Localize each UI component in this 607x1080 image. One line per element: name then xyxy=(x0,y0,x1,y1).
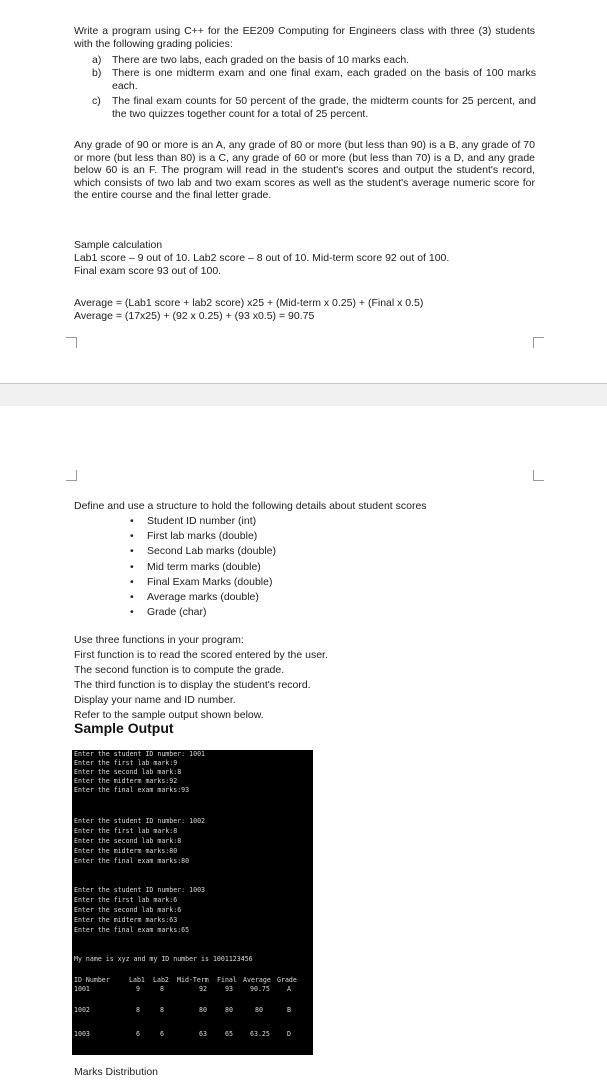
console-line: Enter the final exam marks:80 xyxy=(74,857,190,865)
console-line: Enter the second lab mark:8 xyxy=(74,837,182,845)
table-cell: 80 xyxy=(255,1006,263,1014)
console-name-line: My name is xyz and my ID number is 1001123456 xyxy=(74,955,253,963)
table-cell: 92 xyxy=(199,985,207,993)
table-header-cell: Lab2 xyxy=(153,976,169,984)
table-cell: 93 xyxy=(225,985,233,993)
structure-intro: Define and use a structure to hold the following details about student scores xyxy=(74,500,427,512)
console-line: Enter the first lab mark:6 xyxy=(74,896,178,904)
console-output xyxy=(72,750,313,1055)
marks-distribution-heading: Marks Distribution xyxy=(74,1066,159,1078)
sample-calc-heading: Sample calculation xyxy=(74,239,163,251)
table-cell: 90.75 xyxy=(250,985,270,993)
page-corner-mark xyxy=(533,470,544,481)
policy-item-b xyxy=(92,67,536,92)
policy-label: a) xyxy=(92,54,102,66)
list-item: • Grade (char) xyxy=(130,605,276,620)
table-header-cell: ID Number xyxy=(74,976,110,984)
table-cell: 6 xyxy=(136,1030,140,1038)
sample-calc-line-1: Lab1 score – 9 out of 10. Lab2 score – 8 out of 10. Mid-term score 92 out of 100. xyxy=(74,252,450,264)
table-header-cell: Final xyxy=(217,976,237,984)
console-line: Enter the midterm marks:92 xyxy=(74,777,178,785)
sample-calc-line-2: Final exam score 93 out of 100. xyxy=(74,265,222,277)
table-cell: 8 xyxy=(160,985,164,993)
table-cell: 65 xyxy=(225,1030,233,1038)
table-cell: B xyxy=(287,1006,291,1014)
page-corner-mark xyxy=(533,337,544,348)
policy-item-a xyxy=(92,54,536,67)
console-line: Enter the midterm marks:63 xyxy=(74,916,178,924)
list-item: • Second Lab marks (double) xyxy=(130,544,276,559)
policy-label: b) xyxy=(92,67,102,79)
page-corner-mark xyxy=(66,337,77,348)
policy-label: c) xyxy=(92,95,101,107)
list-item: • Average marks (double) xyxy=(130,590,276,605)
table-cell: 63 xyxy=(199,1030,207,1038)
table-cell: A xyxy=(287,985,291,993)
console-line: Enter the second lab mark:8 xyxy=(74,768,182,776)
table-cell: 8 xyxy=(160,1006,164,1014)
table-header-cell: Grade xyxy=(277,976,297,984)
console-line: Enter the first lab mark:8 xyxy=(74,827,178,835)
console-line: Enter the second lab mark:6 xyxy=(74,906,182,914)
average-formula: Average = (Lab1 score + lab2 score) x25 + (Mid-term x 0.25) + (Final x 0.5) xyxy=(74,297,424,309)
list-item: • Final Exam Marks (double) xyxy=(130,575,276,590)
list-item: • First lab marks (double) xyxy=(130,529,276,544)
console-line: Enter the first lab mark:9 xyxy=(74,759,178,767)
table-cell: 1001 xyxy=(74,985,90,993)
console-line: Enter the student ID number: 1003 xyxy=(74,886,206,894)
average-calculation: Average = (17x25) + (92 x 0.25) + (93 x0.5) = 90.75 xyxy=(74,310,315,322)
table-cell: 6 xyxy=(160,1030,164,1038)
table-header-cell: Average xyxy=(243,976,271,984)
table-header-cell: Mid-Term xyxy=(177,976,209,984)
page-corner-mark xyxy=(66,470,77,481)
grading-paragraph: Any grade of 90 or more is an A, any grade of 80 or more (but less than 90) is a B, any grade of 70 or more (but less than 80) is a C, any grade of 60 or more (but less than 70) is a D, and any grade below 60 is an F. The program will read in the student's scores and output the student's record, which consists of two lab and two exam scores as well as the student's average numeric score for the entire course and the final letter grade. xyxy=(74,139,535,202)
page-separator xyxy=(0,383,607,407)
list-item: • Mid term marks (double) xyxy=(130,560,276,575)
functions-line: First function is to read the scored entered by the user. xyxy=(74,649,328,661)
console-line: Enter the final exam marks:93 xyxy=(74,786,190,794)
policy-text: There are two labs, each graded on the basis of 10 marks each. xyxy=(112,54,410,66)
intro-paragraph: Write a program using C++ for the EE209 Computing for Engineers class with three (3) students with the following grading policies: xyxy=(74,25,535,50)
functions-line: The third function is to display the student's record. xyxy=(74,679,311,691)
table-header-cell: Lab1 xyxy=(129,976,145,984)
functions-line: Refer to the sample output shown below. xyxy=(74,709,264,721)
table-cell: 1003 xyxy=(74,1030,90,1038)
document-page-1 xyxy=(0,0,607,383)
policy-text: There is one midterm exam and one final exam, each graded on the basis of 100 marks each. xyxy=(112,67,536,92)
table-cell: 80 xyxy=(199,1006,207,1014)
console-line: Enter the midterm marks:80 xyxy=(74,847,178,855)
table-cell: 9 xyxy=(136,985,140,993)
functions-line: The second function is to compute the grade. xyxy=(74,664,285,676)
policy-item-c xyxy=(92,95,536,120)
table-cell: 1002 xyxy=(74,1006,90,1014)
table-cell: D xyxy=(287,1030,291,1038)
structure-field-list xyxy=(130,514,276,620)
list-item: • Student ID number (int) xyxy=(130,514,276,529)
console-line: Enter the student ID number: 1001 xyxy=(74,750,206,758)
policy-text: The final exam counts for 50 percent of the grade, the midterm counts for 25 percent, and the two quizzes together count for a total of 25 percent. xyxy=(112,95,536,120)
functions-line: Display your name and ID number. xyxy=(74,694,236,706)
console-line: Enter the final exam marks:65 xyxy=(74,926,190,934)
table-cell: 63.25 xyxy=(250,1030,270,1038)
functions-line: Use three functions in your program: xyxy=(74,634,244,646)
console-line: Enter the student ID number: 1002 xyxy=(74,817,206,825)
sample-output-heading: Sample Output xyxy=(74,720,174,736)
table-cell: 8 xyxy=(136,1006,140,1014)
table-cell: 80 xyxy=(225,1006,233,1014)
